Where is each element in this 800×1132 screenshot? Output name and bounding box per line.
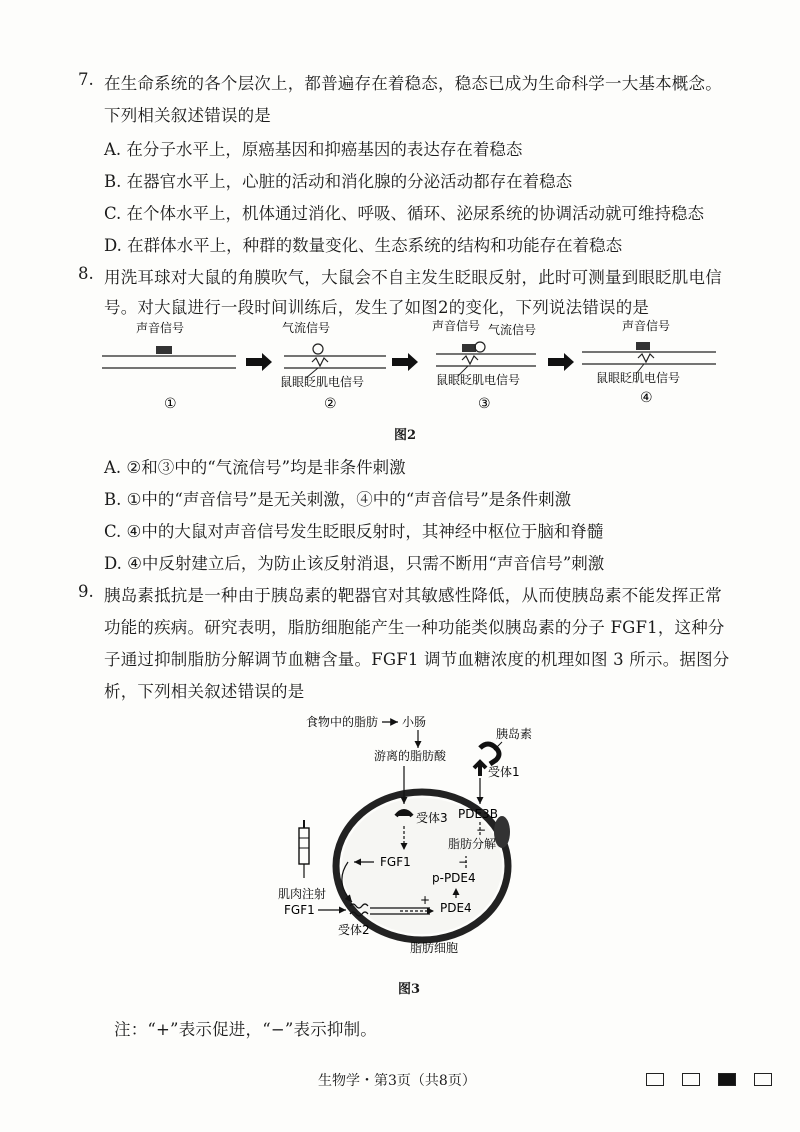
fig2-p1-num: ①	[164, 396, 177, 412]
fig2-p3-sound-mark	[462, 344, 476, 352]
fig2-p4-emg-label: 鼠眼眨肌电信号	[596, 371, 681, 385]
fig3-food-fat: 食物中的脂肪	[306, 715, 379, 729]
fig2-p2-emg-mark	[312, 358, 328, 366]
q8-option-b: B. ①中的“声音信号”是无关刺激，④中的“声音信号”是条件刺激	[104, 490, 572, 509]
fig3-insulin-mark	[480, 744, 499, 764]
fig3-injection: 肌肉注射	[278, 887, 327, 901]
q9-number: 9.	[78, 582, 94, 601]
fig2-panel-4	[582, 318, 716, 406]
fig2-p4-num: ④	[640, 390, 653, 406]
q8-stem-line2: 号。对大鼠进行一段时间训练后，发生了如图2的变化，下列说法错误的是	[104, 298, 650, 317]
fig3-p-pde4: p-PDE4	[432, 871, 476, 885]
page-box-3-current	[718, 1073, 736, 1086]
fig2-panel-3	[432, 318, 536, 412]
fig2-p3-num: ③	[478, 396, 491, 412]
fig2-arrow-2	[392, 353, 418, 371]
fig2-p2-air-label: 气流信号	[282, 321, 331, 335]
fig3-pde4: PDE4	[440, 901, 472, 915]
q8-option-a: A. ②和③中的“气流信号”均是非条件刺激	[104, 458, 406, 477]
fig2-p1-sound-label: 声音信号	[136, 321, 185, 335]
fig3-insulin: 胰岛素	[496, 727, 533, 741]
q8-stem-line1: 用洗耳球对大鼠的角膜吹气，大鼠会不自主发生眨眼反射，此时可测量到眼眨肌电信	[104, 268, 722, 287]
q7-option-c: C. 在个体水平上，机体通过消化、呼吸、循环、泌尿系统的协调活动就可维持稳态	[104, 204, 705, 223]
fig3-pde3b: PDE3B	[458, 807, 498, 821]
fig2-arrow-1	[246, 353, 272, 371]
fig2-p4-sound-mark	[636, 342, 650, 350]
figure-2	[96, 316, 736, 416]
q7-option-d: D. 在群体水平上，种群的数量变化、生态系统的结构和功能存在着稳态	[104, 236, 623, 255]
page-indicator	[646, 1073, 772, 1086]
fig2-p4-emg-mark	[638, 354, 654, 362]
q7-stem-line1: 在生命系统的各个层次上，都普遍存在着稳态，稳态已成为生命科学一大基本概念。	[104, 74, 722, 93]
q9-stem-line2: 功能的疾病。研究表明，脂肪细胞能产生一种功能类似胰岛素的分子 FGF1，这种分	[104, 618, 725, 637]
q8-option-d: D. ④中反射建立后，为防止该反射消退，只需不断用“声音信号”刺激	[104, 554, 605, 573]
fig3-fgf1-inner: FGF1	[380, 855, 411, 869]
fig2-p3-emg-mark	[462, 356, 478, 364]
fig2-p3-air-mark	[475, 342, 485, 352]
fig3-intestine: 小肠	[402, 715, 427, 729]
figure-2-caption: 图2	[394, 428, 417, 443]
page-box-2	[682, 1073, 700, 1086]
fig2-p2-air-mark	[313, 344, 323, 354]
fig2-p2-num: ②	[324, 396, 337, 412]
fig2-p1-sound-mark	[156, 346, 172, 354]
fig3-syringe-icon	[299, 820, 309, 878]
fig3-minus-2: −	[458, 855, 469, 869]
fig3-free-fa: 游离的脂肪酸	[374, 749, 447, 763]
q7-stem-line2: 下列相关叙述错误的是	[104, 106, 271, 125]
q9-stem-line1: 胰岛素抵抗是一种由于胰岛素的靶器官对其敏感性降低，从而使胰岛素不能发挥正常	[104, 586, 722, 605]
fig2-p3-sound-label: 声音信号	[432, 319, 481, 333]
fig3-fat-cell: 脂肪细胞	[410, 941, 459, 955]
fig2-panel-2	[280, 320, 386, 412]
q9-stem-line4: 析，下列相关叙述错误的是	[104, 682, 305, 701]
fig3-minus-1: −	[476, 823, 487, 837]
fig2-p3-air-label: 气流信号	[488, 323, 537, 337]
fig3-receptor3-mark	[396, 811, 412, 816]
q9-stem-line3: 子通过抑制脂肪分解调节血糖含量。FGF1 调节血糖浓度的机理如图 3 所示。据图分	[104, 650, 730, 669]
q7-option-b: B. 在器官水平上，心脏的活动和消化腺的分泌活动都存在着稳态	[104, 172, 573, 191]
figure-3	[270, 708, 560, 970]
q8-option-c: C. ④中的大鼠对声音信号发生眨眼反射时，其神经中枢位于脑和脊髓	[104, 522, 604, 541]
q9-note: 注：“+”表示促进，“−”表示抑制。	[114, 1020, 377, 1039]
fig2-panel-1	[102, 320, 236, 412]
fig2-p4-sound-label: 声音信号	[622, 319, 671, 333]
fig2-p2-emg-label: 鼠眼眨肌电信号	[280, 375, 365, 389]
page-box-1	[646, 1073, 664, 1086]
q7-option-a: A. 在分子水平上，原癌基因和抑癌基因的表达存在着稳态	[104, 140, 523, 159]
q7-number: 7.	[78, 70, 94, 89]
fig3-receptor2: 受体2	[338, 923, 370, 937]
fig3-plus: +	[420, 893, 431, 907]
fig3-lipolysis: 脂肪分解	[448, 837, 497, 851]
page-box-4	[754, 1073, 772, 1086]
fig3-receptor1: 受体1	[488, 765, 520, 779]
fig2-arrow-3	[548, 353, 574, 371]
q8-number: 8.	[78, 264, 94, 283]
fig2-p3-emg-label: 鼠眼眨肌电信号	[436, 373, 521, 387]
fig3-receptor1-mark	[474, 762, 486, 776]
page-footer: 生物学・第3页（共8页）	[318, 1073, 476, 1089]
fig3-fgf1-outer: FGF1	[284, 903, 315, 917]
fig3-receptor3: 受体3	[416, 811, 448, 825]
figure-3-caption: 图3	[398, 982, 421, 997]
